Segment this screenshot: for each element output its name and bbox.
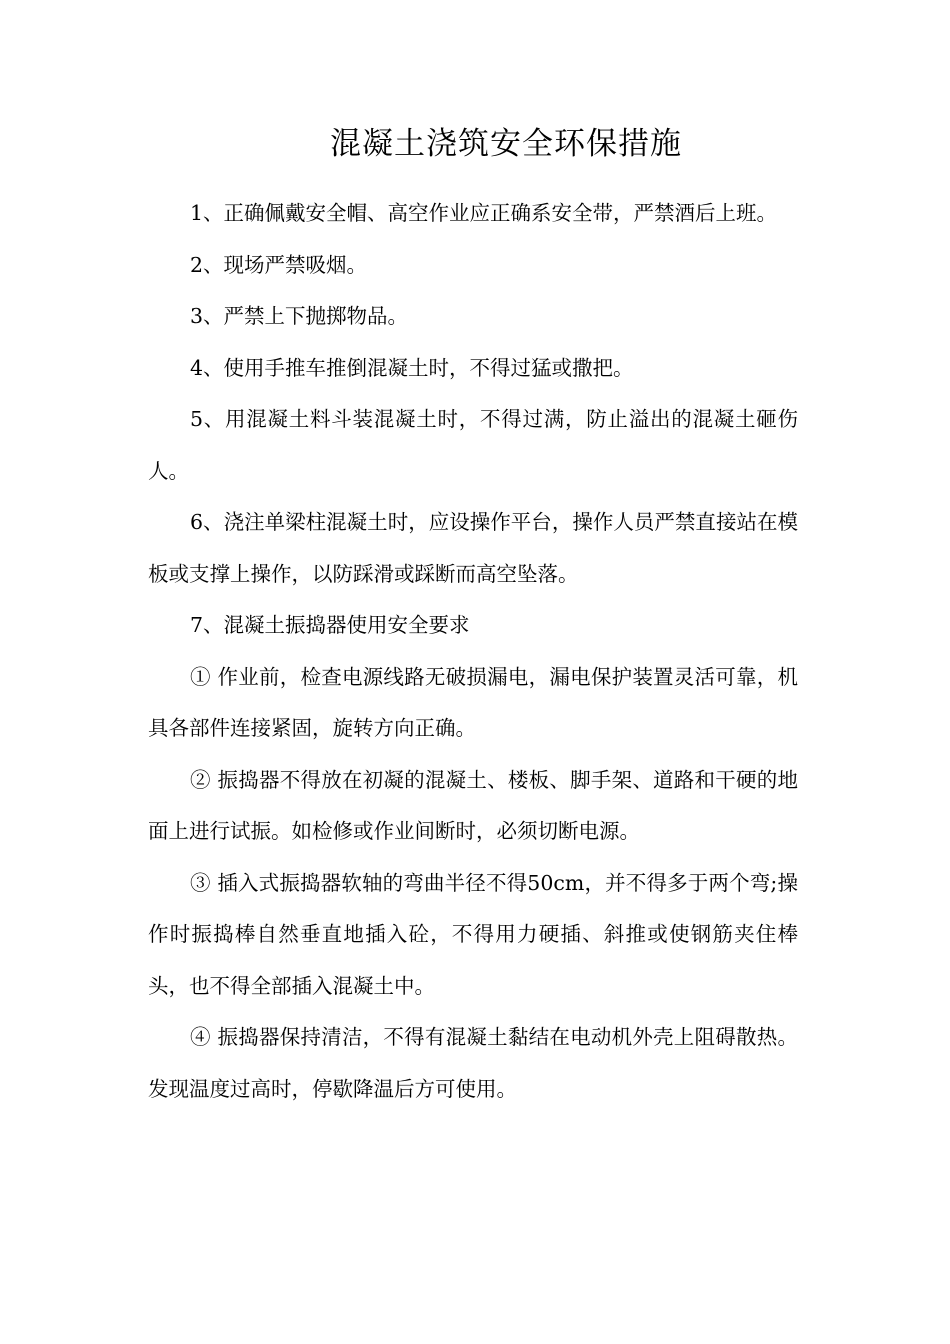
paragraph-3: 3、严禁上下抛掷物品。 — [190, 304, 409, 328]
document-title: 混凝土浇筑安全环保措施 — [330, 126, 682, 162]
paragraph-4: 4、使用手推车推倒混凝土时，不得过猛或撒把。 — [190, 355, 634, 380]
paragraph-item-2: ② 振捣器不得放在初凝的混凝土、楼板、脚手架、道路和干硬的地面上进行试振。如检修或作业间断时，必须切断电源。 — [148, 767, 798, 843]
paragraph-item-1: ① 作业前，检查电源线路无破损漏电，漏电保护装置灵活可靠，机具各部件连接紧固，旋转方向正确。 — [148, 664, 798, 740]
paragraph-item-4: ④ 振捣器保持清洁，不得有混凝土黏结在电动机外壳上阻碍散热。发现温度过高时，停歇降温后方可使用。 — [148, 1025, 798, 1101]
paragraph-2: 2、现场严禁吸烟。 — [190, 252, 368, 277]
paragraph-item-3: ③ 插入式振捣器软轴的弯曲半径不得50cm，并不得多于两个弯;操作时振捣棒自然垂直地插入砼，不得用力硬插、斜推或使钢筋夹住棒头，也不得全部插入混凝土中。 — [148, 870, 798, 998]
paragraph-7: 7、混凝土振捣器使用安全要求 — [190, 613, 470, 637]
paragraph-5: 5、用混凝土料斗装混凝土时，不得过满，防止溢出的混凝土砸伤人。 — [148, 407, 798, 483]
paragraph-1: 1、正确佩戴安全帽、高空作业应正确系安全带，严禁酒后上班。 — [190, 201, 778, 225]
document-body — [148, 188, 798, 1115]
paragraph-6: 6、浇注单梁柱混凝土时，应设操作平台，操作人员严禁直接站在模板或支撑上操作，以防踩滑或踩断而高空坠落。 — [148, 510, 798, 586]
